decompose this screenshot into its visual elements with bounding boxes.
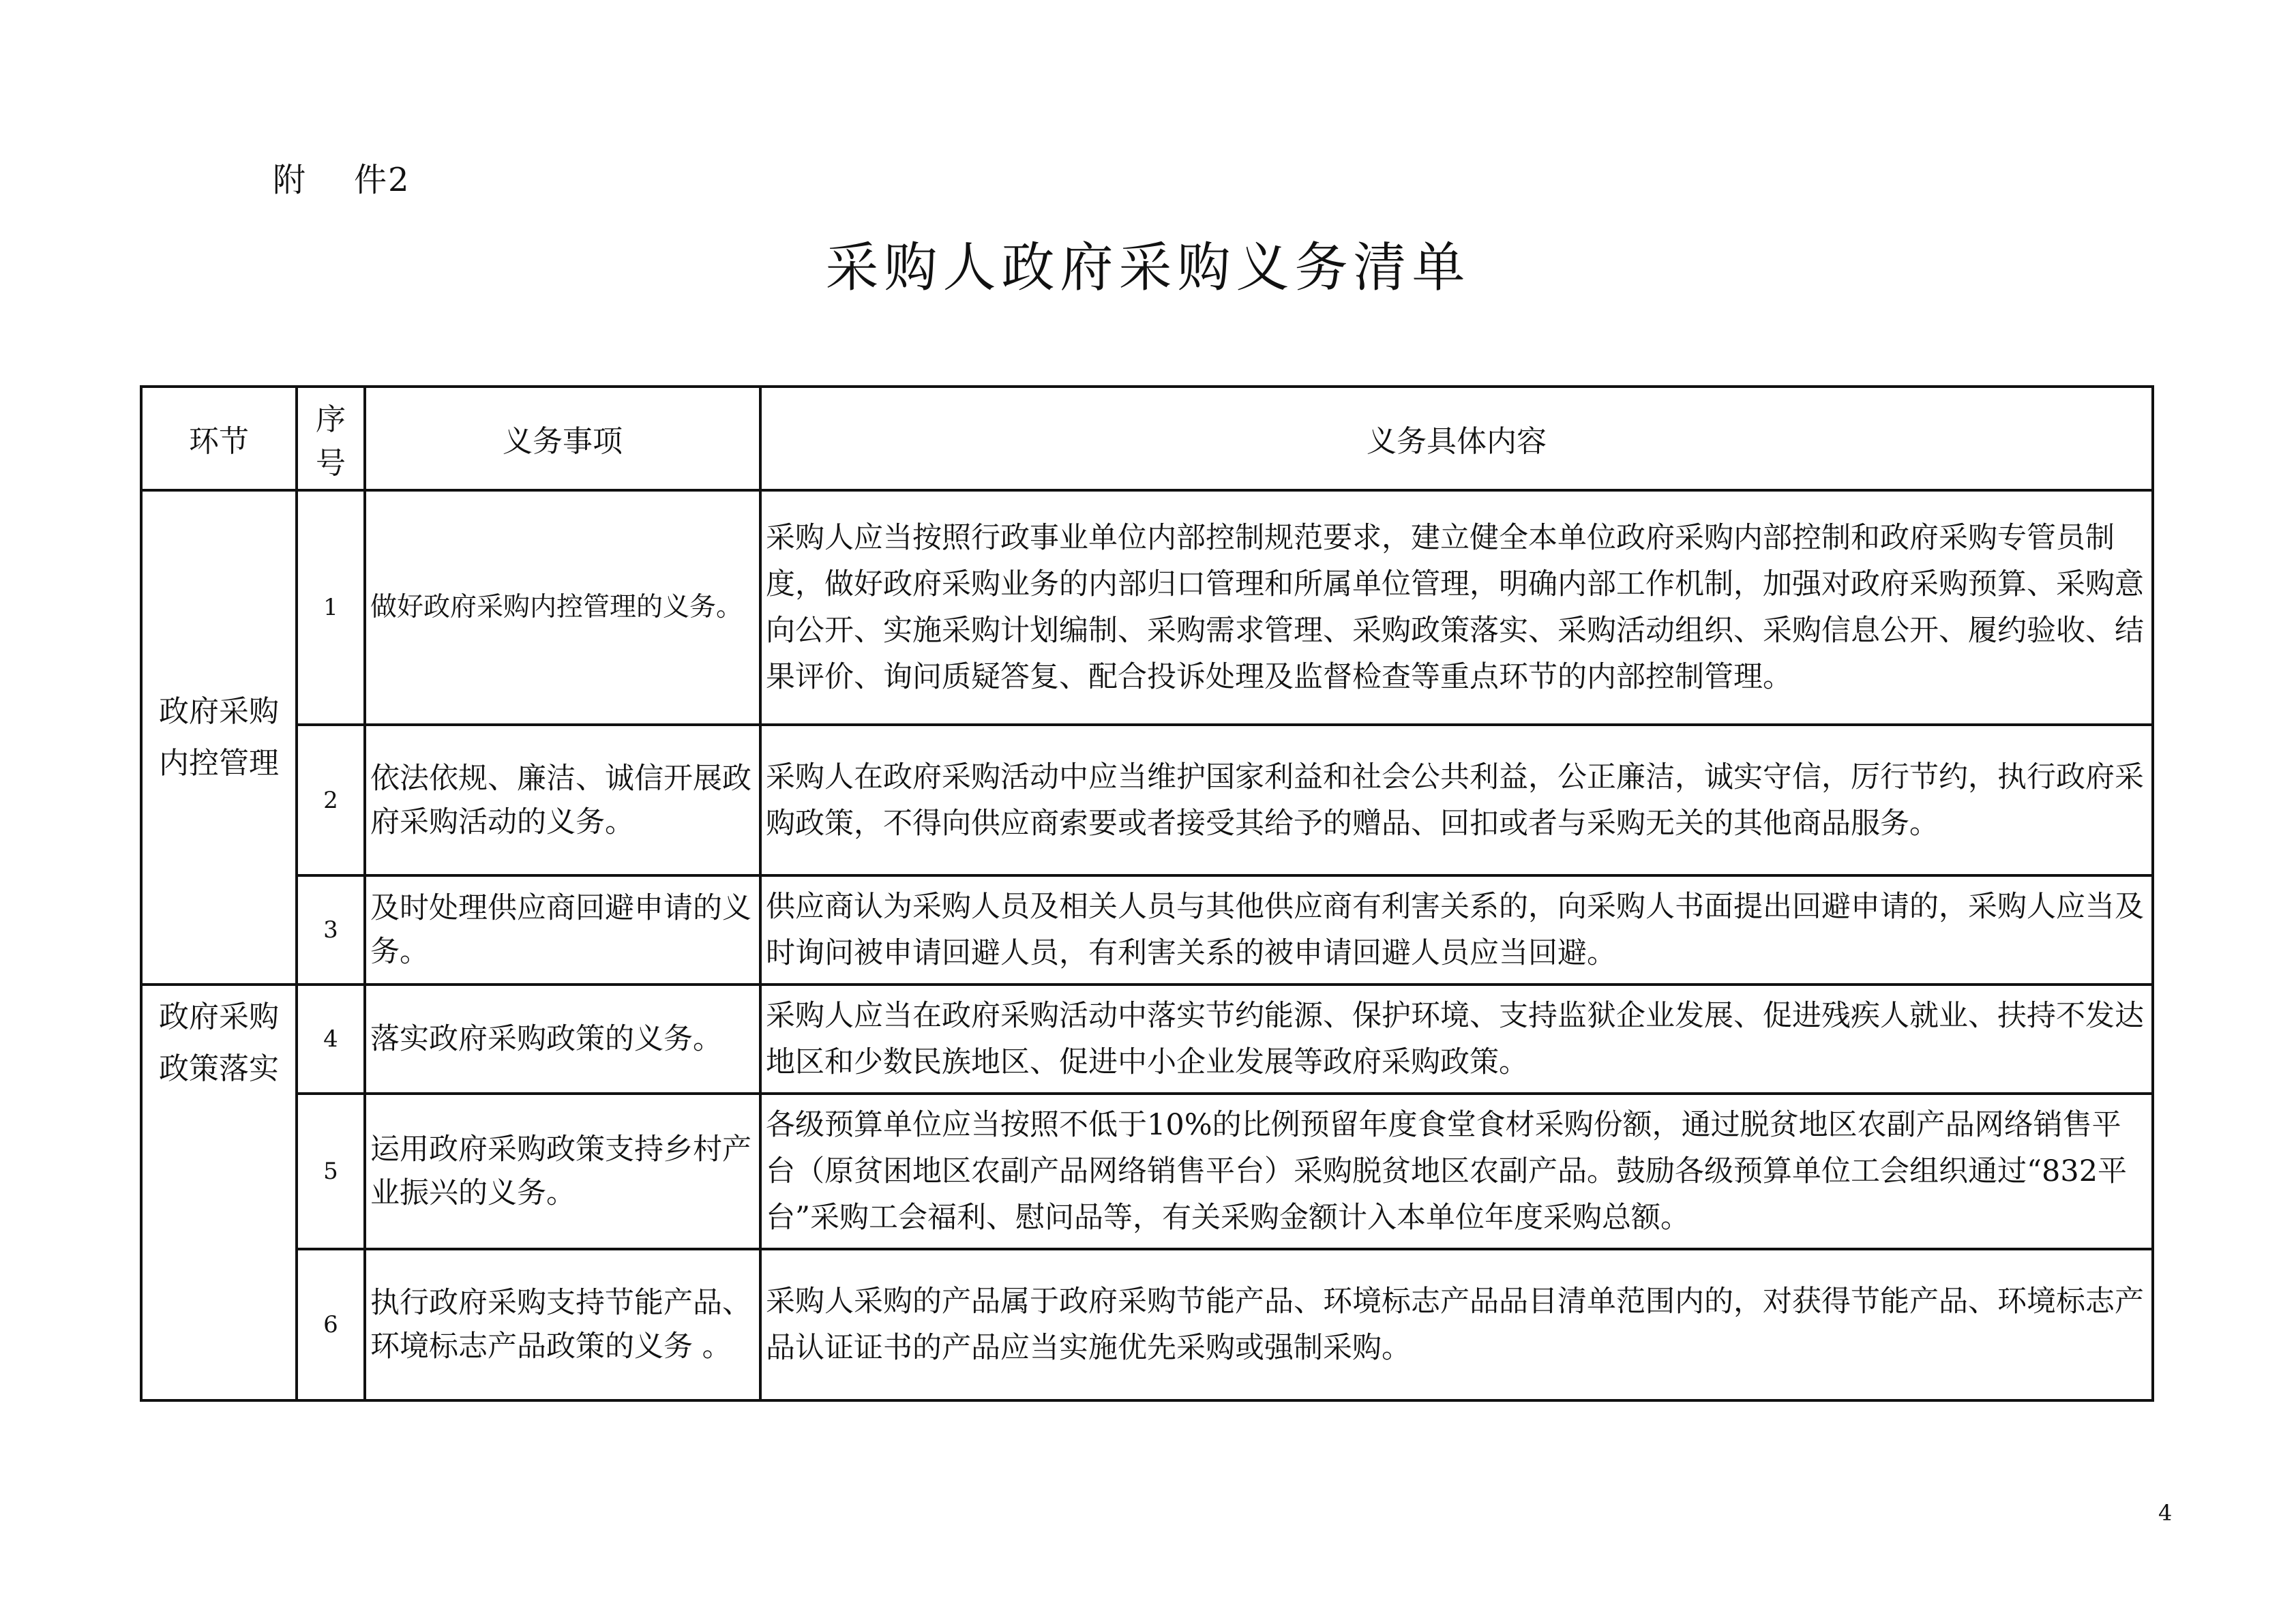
table-row bbox=[141, 985, 2153, 1094]
header-stage: 环节 bbox=[141, 387, 297, 490]
row-number: 3 bbox=[297, 875, 365, 985]
row-number: 4 bbox=[297, 985, 365, 1094]
obligation-item: 及时处理供应商回避申请的义务。 bbox=[365, 875, 760, 985]
obligations-table bbox=[140, 385, 2154, 1402]
table-row bbox=[141, 490, 2153, 725]
obligation-content: 各级预算单位应当按照不低于10%的比例预留年度食堂食材采购份额，通过脱贫地区农副产品网络销售平台（原贫困地区农副产品网络销售平台）采购脱贫地区农副产品。鼓励各级预算单位工会组织通过“832平台”采购工会福利、慰问品等，有关采购金额计入本单位年度采购总额。 bbox=[760, 1094, 2153, 1249]
obligation-content: 采购人在政府采购活动中应当维护国家利益和社会公共利益，公正廉洁，诚实守信，厉行节约，执行政府采购政策，不得向供应商索要或者接受其给予的赠品、回扣或者与采购无关的其他商品服务。 bbox=[760, 725, 2153, 875]
obligation-content: 采购人应当按照行政事业单位内部控制规范要求，建立健全本单位政府采购内部控制和政府采购专管员制度，做好政府采购业务的内部归口管理和所属单位管理，明确内部工作机制，加强对政府采购预算、采购意向公开、实施采购计划编制、采购需求管理、采购政策落实、采购活动组织、采购信息公开、履约验收、结果评价、询问质疑答复、配合投诉处理及监督检查等重点环节的内部控制管理。 bbox=[760, 490, 2153, 725]
row-number: 2 bbox=[297, 725, 365, 875]
row-number: 6 bbox=[297, 1249, 365, 1400]
table-header-row bbox=[141, 387, 2153, 490]
obligation-content: 采购人采购的产品属于政府采购节能产品、环境标志产品品目清单范围内的，对获得节能产品、环境标志产品认证证书的产品应当实施优先采购或强制采购。 bbox=[760, 1249, 2153, 1400]
header-item: 义务事项 bbox=[365, 387, 760, 490]
row-number: 5 bbox=[297, 1094, 365, 1249]
obligation-item: 运用政府采购政策支持乡村产业振兴的义务。 bbox=[365, 1094, 760, 1249]
row-number: 1 bbox=[297, 490, 365, 725]
obligation-item: 做好政府采购内控管理的义务。 bbox=[365, 490, 760, 725]
stage-cell: 政府采购内控管理 bbox=[141, 490, 297, 985]
obligation-item: 落实政府采购政策的义务。 bbox=[365, 985, 760, 1094]
stage-cell: 政府采购政策落实 bbox=[141, 985, 297, 1400]
obligation-content: 采购人应当在政府采购活动中落实节约能源、保护环境、支持监狱企业发展、促进残疾人就业、扶持不发达地区和少数民族地区、促进中小企业发展等政府采购政策。 bbox=[760, 985, 2153, 1094]
header-no: 序号 bbox=[297, 387, 365, 490]
document-title: 采购人政府采购义务清单 bbox=[825, 237, 1471, 299]
obligation-content: 供应商认为采购人员及相关人员与其他供应商有利害关系的，向采购人书面提出回避申请的，采购人应当及时询问被申请回避人员，有利害关系的被申请回避人员应当回避。 bbox=[760, 875, 2153, 985]
table-row bbox=[141, 1249, 2153, 1400]
table-row bbox=[141, 1094, 2153, 1249]
table-row bbox=[141, 875, 2153, 985]
header-content: 义务具体内容 bbox=[760, 387, 2153, 490]
obligation-item: 依法依规、廉洁、诚信开展政府采购活动的义务。 bbox=[365, 725, 760, 875]
attachment-label: 附 件2 bbox=[273, 161, 411, 199]
page-number: 4 bbox=[2158, 1500, 2173, 1526]
table-row bbox=[141, 725, 2153, 875]
obligation-item: 执行政府采购支持节能产品、环境标志产品政策的义务 。 bbox=[365, 1249, 760, 1400]
